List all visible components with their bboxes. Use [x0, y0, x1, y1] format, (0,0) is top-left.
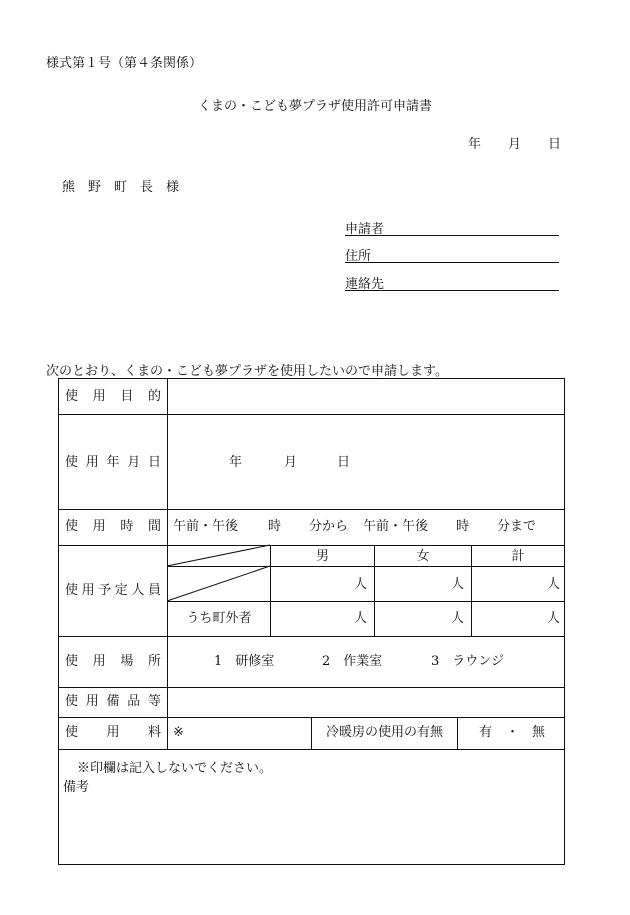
contact-label: 連絡先 — [345, 277, 385, 292]
purpose-label: 使 用 目 的 — [65, 389, 161, 404]
start-minute: 分から — [309, 519, 349, 534]
date-month-label: 月 — [508, 137, 522, 152]
female-header: 女 — [416, 549, 430, 564]
form-number: 様式第１号（第４条関係） — [46, 56, 203, 71]
contact-field[interactable] — [345, 273, 559, 291]
remarks-label: 備考 — [63, 780, 90, 795]
use-date-day: 日 — [337, 455, 351, 470]
purpose-input[interactable] — [168, 380, 563, 413]
heating-no-option[interactable]: 無 — [532, 725, 546, 740]
outside-male-count-field[interactable]: 人 — [353, 611, 367, 626]
use-date-month: 月 — [284, 455, 298, 470]
addressee: 熊野町長様 — [62, 180, 193, 195]
applicant-label: 申請者 — [345, 222, 385, 237]
female-count-field[interactable]: 人 — [450, 577, 464, 592]
remarks-input[interactable] — [60, 799, 563, 863]
people-header-diagonal — [167, 545, 270, 601]
application-table — [58, 378, 565, 865]
fee-label: 使 用 料 — [65, 725, 161, 740]
end-ampm: 午前・午後 — [363, 519, 429, 534]
place-option-lounge[interactable]: 3 ラウンジ — [431, 654, 504, 669]
place-option-workroom[interactable]: 2 作業室 — [322, 654, 383, 669]
time-label: 使 用 時 間 — [65, 519, 161, 534]
address-field[interactable] — [345, 245, 559, 263]
date-input[interactable] — [168, 415, 563, 508]
heating-separator: ・ — [506, 725, 520, 740]
fee-office-use-mark: ※ — [173, 725, 184, 740]
end-minute: 分まで — [497, 519, 537, 534]
address-label: 住所 — [345, 249, 372, 264]
heating-usage-label: 冷暖房の使用の有無 — [325, 725, 443, 740]
equipment-label: 使 用 備 品 等 — [65, 694, 161, 709]
outside-female-count-field[interactable]: 人 — [450, 611, 464, 626]
total-header: 計 — [511, 549, 525, 564]
outside-residents-label: うち町外者 — [186, 611, 252, 626]
intro-text: 次のとおり、くまの・こども夢プラザを使用したいので申請します。 — [46, 364, 448, 379]
people-label: 使 用 予 定 人 員 — [65, 583, 161, 598]
heating-yes-option[interactable]: 有 — [479, 725, 493, 740]
applicant-field[interactable] — [345, 218, 559, 236]
male-count-field[interactable]: 人 — [353, 577, 367, 592]
date-day-label: 日 — [548, 137, 562, 152]
end-hour: 時 — [456, 519, 470, 534]
start-hour: 時 — [268, 519, 282, 534]
total-count-field[interactable]: 人 — [546, 577, 560, 592]
place-option-training-room[interactable]: 1 研修室 — [214, 654, 275, 669]
office-use-note: ※印欄は記入しないでください。 — [77, 761, 273, 776]
place-label: 使 用 場 所 — [65, 654, 161, 669]
use-date-year: 年 — [229, 455, 243, 470]
start-ampm: 午前・午後 — [173, 519, 239, 534]
outside-total-count-field[interactable]: 人 — [546, 611, 560, 626]
equipment-input[interactable] — [168, 688, 563, 716]
document-title: くまの・こども夢プラザ使用許可申請書 — [197, 99, 432, 114]
date-year-label: 年 — [468, 137, 482, 152]
male-header: 男 — [315, 549, 329, 564]
date-label: 使 用 年 月 日 — [65, 455, 161, 470]
